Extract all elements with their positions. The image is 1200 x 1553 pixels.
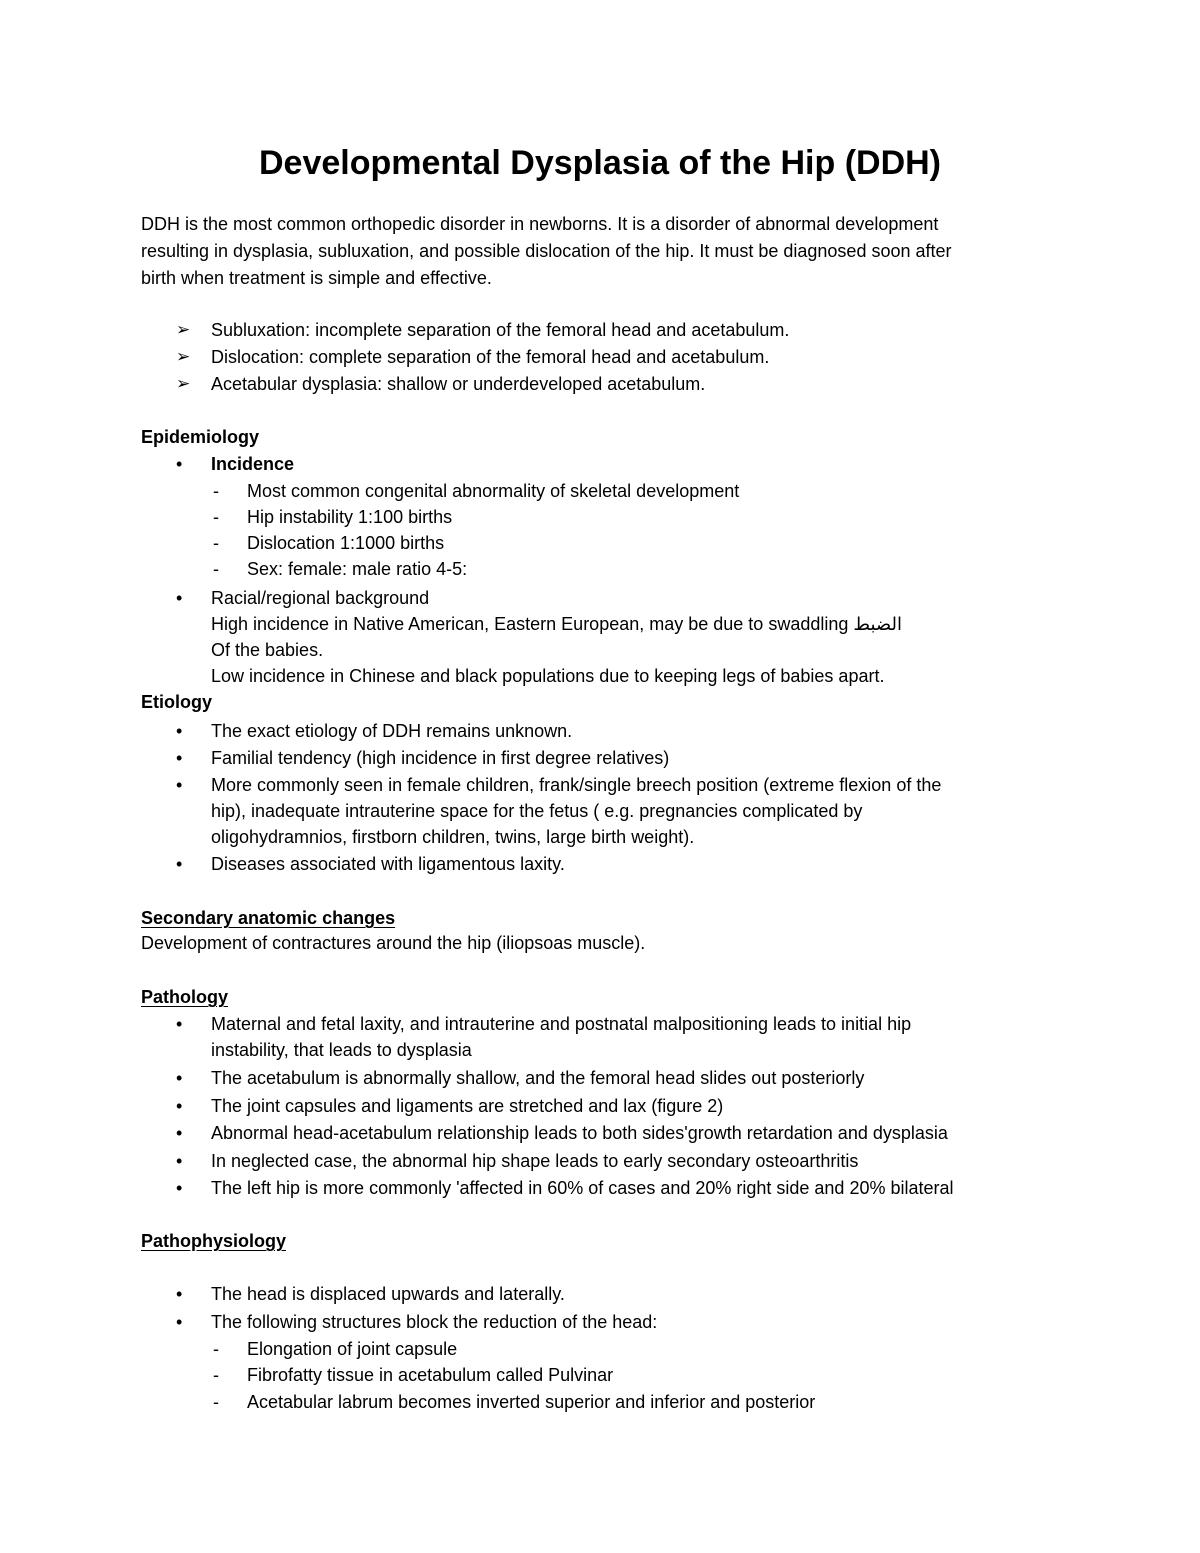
bullet-icon: •: [176, 775, 183, 795]
intro-line: DDH is the most common orthopedic disorder in newborns. It is a disorder of abnormal development: [141, 214, 939, 234]
dash-icon: -: [213, 507, 219, 527]
incidence-item: Most common congenital abnormality of skeletal development: [247, 481, 740, 501]
arrow-bullet-icon: ➢: [176, 347, 191, 366]
pathology-item: The joint capsules and ligaments are stretched and lax (figure 2): [211, 1096, 724, 1116]
pathophysiology-subitem: Elongation of joint capsule: [247, 1339, 458, 1359]
bullet-icon: •: [176, 1312, 183, 1332]
bullet-icon: •: [176, 588, 183, 608]
bullet-icon: •: [176, 1178, 183, 1198]
pathophysiology-subitem: Acetabular labrum becomes inverted superior and inferior and posterior: [247, 1392, 816, 1412]
dash-icon: -: [213, 1392, 219, 1412]
bullet-icon: •: [176, 1151, 183, 1171]
bullet-icon: •: [176, 1123, 183, 1143]
incidence-item: Hip instability 1:100 births: [247, 507, 453, 527]
pathophysiology-subitem: Fibrofatty tissue in acetabulum called Pulvinar: [247, 1365, 614, 1385]
definition-item: Dislocation: complete separation of the femoral head and acetabulum.: [211, 347, 770, 367]
pathophysiology-heading: Pathophysiology: [141, 1231, 287, 1251]
etiology-item: The exact etiology of DDH remains unknown.: [211, 721, 573, 741]
bullet-icon: •: [176, 1096, 183, 1116]
pathology-item: The acetabulum is abnormally shallow, and the femoral head slides out posteriorly: [211, 1068, 865, 1088]
etiology-item: Familial tendency (high incidence in first degree relatives): [211, 748, 670, 768]
secondary-text: Development of contractures around the hip (iliopsoas muscle).: [141, 933, 646, 953]
etiology-item: Diseases associated with ligamentous laxity.: [211, 854, 565, 874]
definition-item: Subluxation: incomplete separation of the femoral head and acetabulum.: [211, 320, 790, 340]
bullet-icon: •: [176, 1014, 183, 1034]
page-title: Developmental Dysplasia of the Hip (DDH): [258, 144, 941, 182]
bullet-icon: •: [176, 748, 183, 768]
racial-line: Of the babies.: [211, 640, 324, 660]
intro-line: resulting in dysplasia, subluxation, and possible dislocation of the hip. It must be diagnosed soon after: [141, 241, 952, 261]
pathology-item: Maternal and fetal laxity, and intrauterine and postnatal malpositioning leads to initial hip: [211, 1014, 912, 1034]
pathophysiology-item: The head is displaced upwards and laterally.: [211, 1284, 565, 1304]
etiology-item: hip), inadequate intrauterine space for the fetus ( e.g. pregnancies complicated by: [211, 801, 863, 821]
definition-item: Acetabular dysplasia: shallow or underdeveloped acetabulum.: [211, 374, 706, 394]
epidemiology-heading: Epidemiology: [141, 427, 260, 447]
pathology-item: In neglected case, the abnormal hip shape leads to early secondary osteoarthritis: [211, 1151, 859, 1171]
incidence-item: Dislocation 1:1000 births: [247, 533, 445, 553]
bullet-icon: •: [176, 454, 183, 474]
racial-line: Low incidence in Chinese and black populations due to keeping legs of babies apart.: [211, 666, 885, 686]
bullet-icon: •: [176, 854, 183, 874]
incidence-item: Sex: female: male ratio 4-5:: [247, 559, 468, 579]
bullet-icon: •: [176, 1284, 183, 1304]
etiology-heading: Etiology: [141, 692, 212, 712]
incidence-label: Incidence: [211, 454, 295, 474]
pathology-item: instability, that leads to dysplasia: [211, 1040, 472, 1060]
dash-icon: -: [213, 559, 219, 579]
dash-icon: -: [213, 533, 219, 553]
racial-line: High incidence in Native American, Eastern European, may be due to swaddling الضبط: [211, 614, 902, 634]
bullet-icon: •: [176, 1068, 183, 1088]
etiology-item: oligohydramnios, firstborn children, twins, large birth weight).: [211, 827, 695, 847]
bullet-icon: •: [176, 721, 183, 741]
dash-icon: -: [213, 1365, 219, 1385]
pathology-item: The left hip is more commonly 'affected in 60% of cases and 20% right side and 20% bilateral: [211, 1178, 954, 1198]
racial-label: Racial/regional background: [211, 588, 430, 608]
arrow-bullet-icon: ➢: [176, 374, 191, 393]
dash-icon: -: [213, 1339, 219, 1359]
intro-line: birth when treatment is simple and effective.: [141, 268, 492, 288]
arrow-bullet-icon: ➢: [176, 320, 191, 339]
secondary-heading: Secondary anatomic changes: [141, 908, 396, 928]
etiology-item: More commonly seen in female children, frank/single breech position (extreme flexion of the: [211, 775, 942, 795]
dash-icon: -: [213, 481, 219, 501]
pathophysiology-item: The following structures block the reduction of the head:: [211, 1312, 658, 1332]
pathology-item: Abnormal head-acetabulum relationship leads to both sides'growth retardation and dysplasia: [211, 1123, 948, 1143]
pathology-heading: Pathology: [141, 987, 229, 1007]
